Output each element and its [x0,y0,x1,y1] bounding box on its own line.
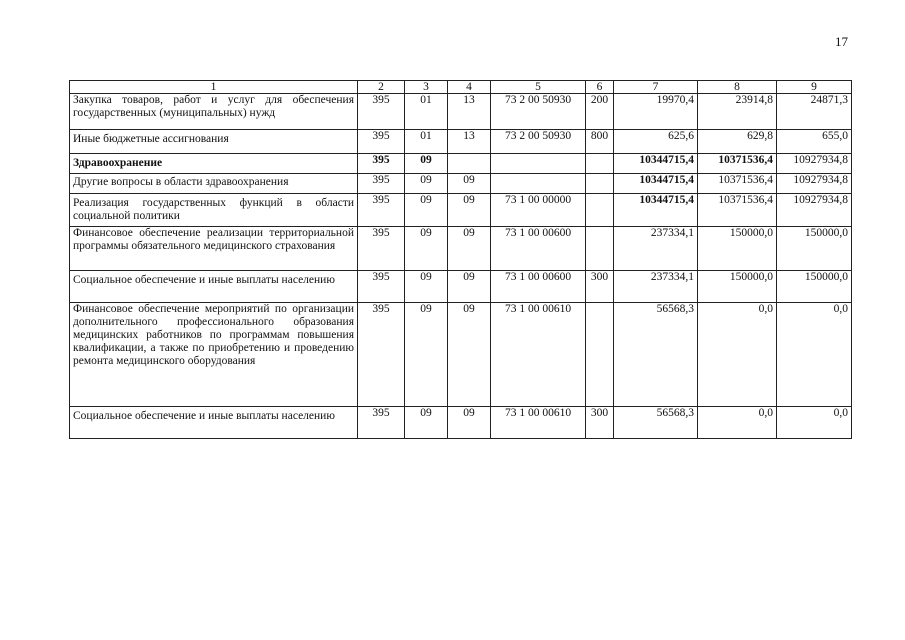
pr-cell: 09 [448,303,491,407]
gr-cell: 395 [358,227,405,271]
amount-year1-cell: 56568,3 [614,407,698,439]
amount-year2-cell: 150000,0 [698,271,777,303]
row-name-cell: Другие вопросы в области здравоохранения [70,174,358,194]
gr-cell: 395 [358,271,405,303]
header-cell: 1 [70,81,358,94]
row-name-cell: Финансовое обеспечение мероприятий по организации дополнительного профессионального образования медицинских работников по программам повышения квалификации, а также по приобретению и проведению ремонта медицинского оборудования [70,303,358,407]
row-name-cell: Финансовое обеспечение реализации территориальной программы обязательного медицинского страхования [70,227,358,271]
csr-cell: 73 1 00 00000 [491,194,586,227]
rz-cell: 09 [405,154,448,174]
pr-cell: 09 [448,227,491,271]
amount-year3-cell: 10927934,8 [777,174,852,194]
amount-year2-cell: 10371536,4 [698,194,777,227]
gr-cell: 395 [358,174,405,194]
rz-cell: 09 [405,194,448,227]
amount-year3-cell: 10927934,8 [777,154,852,174]
table-row [70,407,852,439]
row-name-cell: Иные бюджетные ассигнования [70,130,358,154]
page-number: 17 [835,34,848,49]
amount-year1-cell: 10344715,4 [614,194,698,227]
gr-cell: 395 [358,194,405,227]
row-name-cell: Закупка товаров, работ и услуг для обеспечения государственных (муниципальных) нужд [70,94,358,130]
rz-cell: 09 [405,303,448,407]
pr-cell: 09 [448,407,491,439]
vr-cell [586,154,614,174]
rz-cell: 01 [405,130,448,154]
amount-year1-cell: 10344715,4 [614,154,698,174]
vr-cell: 200 [586,94,614,130]
row-name-cell: Реализация государственных функций в области социальной политики [70,194,358,227]
amount-year3-cell: 655,0 [777,130,852,154]
csr-cell: 73 1 00 00600 [491,227,586,271]
header-cell: 9 [777,81,852,94]
amount-year3-cell: 150000,0 [777,271,852,303]
amount-year2-cell: 23914,8 [698,94,777,130]
amount-year1-cell: 56568,3 [614,303,698,407]
pr-cell [448,154,491,174]
table-row [70,227,852,271]
csr-cell [491,154,586,174]
table-row-section [70,154,852,174]
amount-year3-cell: 0,0 [777,407,852,439]
amount-year1-cell: 625,6 [614,130,698,154]
table-row [70,94,852,130]
vr-cell [586,227,614,271]
amount-year1-cell: 237334,1 [614,227,698,271]
vr-cell [586,303,614,407]
amount-year3-cell: 24871,3 [777,94,852,130]
pr-cell: 09 [448,194,491,227]
header-cell: 6 [586,81,614,94]
header-cell: 3 [405,81,448,94]
table-row [70,194,852,227]
csr-cell: 73 1 00 00610 [491,407,586,439]
pr-cell: 09 [448,271,491,303]
rz-cell: 09 [405,227,448,271]
pr-cell: 13 [448,130,491,154]
vr-cell: 300 [586,271,614,303]
header-cell: 7 [614,81,698,94]
pr-cell: 09 [448,174,491,194]
csr-cell: 73 1 00 00600 [491,271,586,303]
vr-cell: 800 [586,130,614,154]
budget-table [69,80,852,439]
row-name-cell: Социальное обеспечение и иные выплаты населению [70,271,358,303]
amount-year3-cell: 150000,0 [777,227,852,271]
csr-cell: 73 2 00 50930 [491,130,586,154]
gr-cell: 395 [358,303,405,407]
amount-year3-cell: 0,0 [777,303,852,407]
gr-cell: 395 [358,407,405,439]
amount-year1-cell: 10344715,4 [614,174,698,194]
rz-cell: 09 [405,407,448,439]
header-cell: 4 [448,81,491,94]
amount-year2-cell: 0,0 [698,303,777,407]
rz-cell: 09 [405,271,448,303]
amount-year2-cell: 10371536,4 [698,174,777,194]
amount-year1-cell: 19970,4 [614,94,698,130]
header-cell: 8 [698,81,777,94]
rz-cell: 09 [405,174,448,194]
amount-year2-cell: 0,0 [698,407,777,439]
gr-cell: 395 [358,130,405,154]
pr-cell: 13 [448,94,491,130]
table-header-row [70,81,852,94]
header-cell: 5 [491,81,586,94]
amount-year2-cell: 629,8 [698,130,777,154]
amount-year3-cell: 10927934,8 [777,194,852,227]
gr-cell: 395 [358,154,405,174]
csr-cell: 73 2 00 50930 [491,94,586,130]
table-row [70,130,852,154]
table-row [70,271,852,303]
amount-year2-cell: 150000,0 [698,227,777,271]
amount-year2-cell: 10371536,4 [698,154,777,174]
table-row [70,174,852,194]
csr-cell: 73 1 00 00610 [491,303,586,407]
row-name-cell: Социальное обеспечение и иные выплаты населению [70,407,358,439]
vr-cell: 300 [586,407,614,439]
csr-cell [491,174,586,194]
amount-year1-cell: 237334,1 [614,271,698,303]
rz-cell: 01 [405,94,448,130]
vr-cell [586,194,614,227]
gr-cell: 395 [358,94,405,130]
vr-cell [586,174,614,194]
row-name-cell: Здравоохранение [70,154,358,174]
header-cell: 2 [358,81,405,94]
table-row [70,303,852,407]
